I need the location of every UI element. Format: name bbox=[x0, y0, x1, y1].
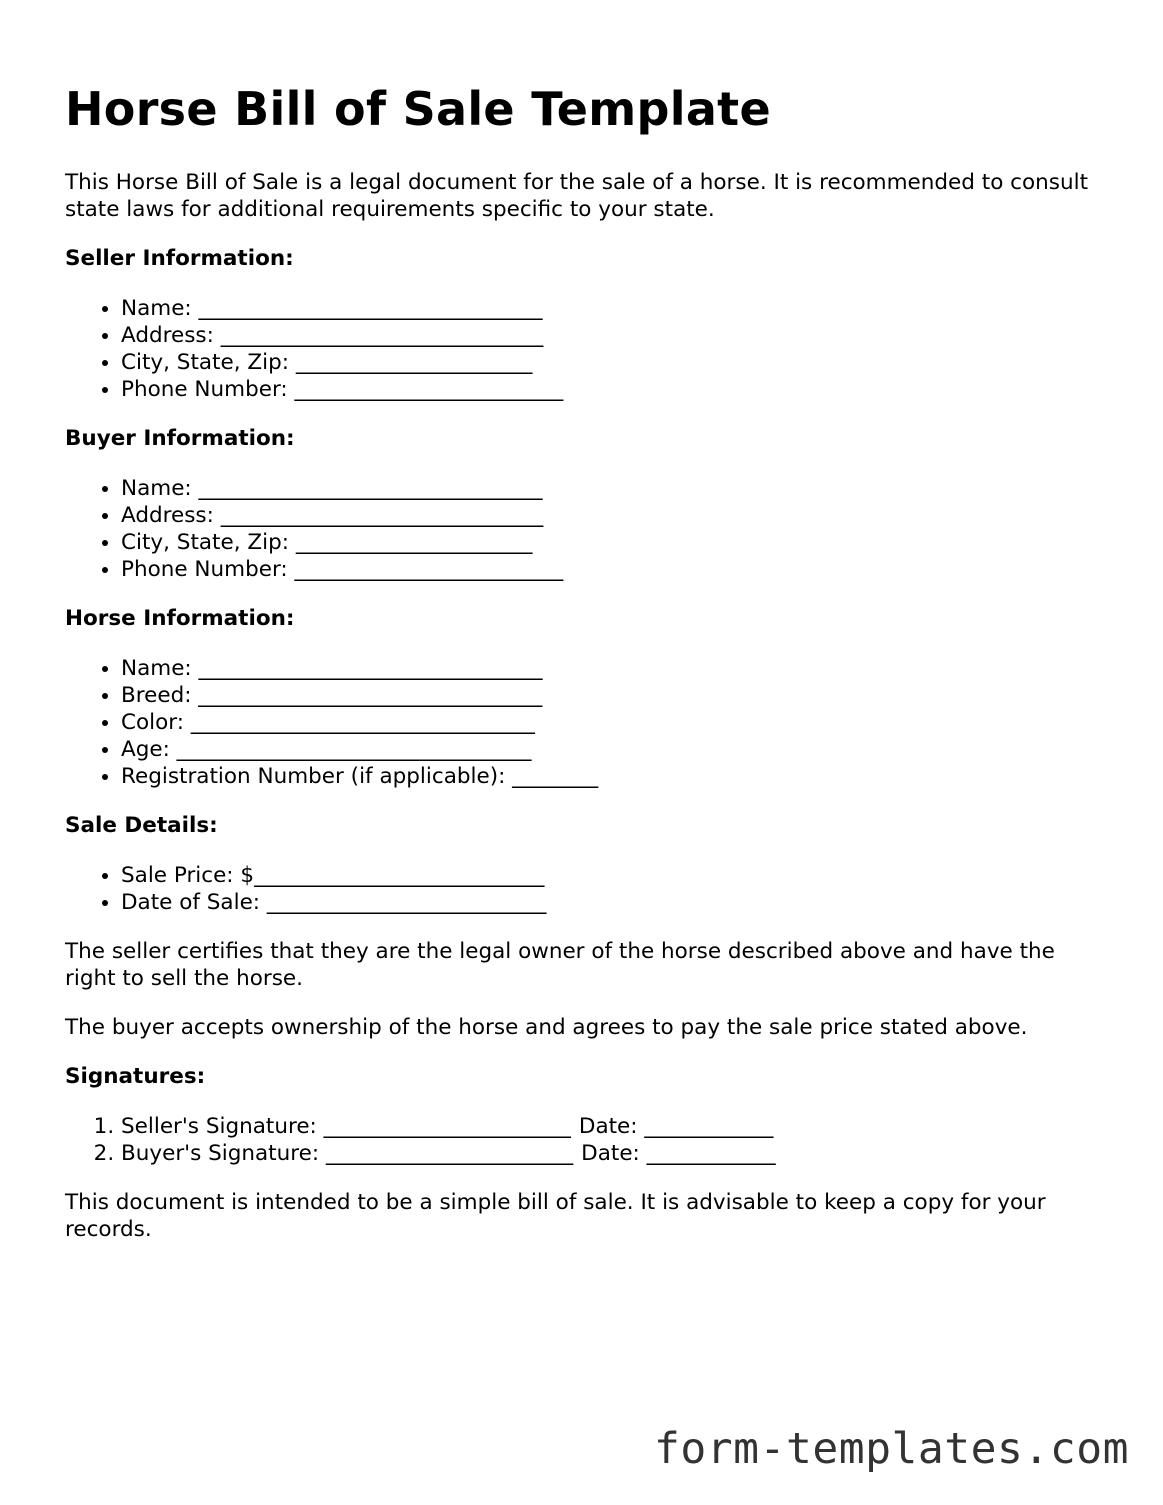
seller-signature-line bbox=[121, 1113, 1105, 1140]
seller-list bbox=[65, 295, 1105, 403]
buyer-signature-label: Buyer's Signature: _______________________ bbox=[121, 1141, 574, 1166]
horse-name-field: • Name: ________________________________ bbox=[121, 655, 1105, 682]
sale-date-field: • Date of Sale: __________________________ bbox=[121, 889, 1105, 916]
horse-heading: Horse Information: bbox=[65, 606, 295, 631]
seller-signature-date: Date: ____________ bbox=[578, 1114, 774, 1139]
horse-color-field: • Color: ________________________________ bbox=[121, 709, 1105, 736]
document-title: Horse Bill of Sale Template bbox=[65, 82, 771, 136]
sale-price-field: • Sale Price: $___________________________ bbox=[121, 862, 1105, 889]
sale-list bbox=[65, 862, 1105, 916]
acceptance-paragraph: The buyer accepts ownership of the horse and agrees to pay the sale price stated above. bbox=[65, 1015, 1028, 1040]
buyer-list bbox=[65, 475, 1105, 583]
buyer-city-field: • City, State, Zip: ______________________ bbox=[121, 529, 1105, 556]
seller-signature-label: Seller's Signature: _______________________ bbox=[121, 1114, 571, 1139]
intro-paragraph: This Horse Bill of Sale is a legal document for the sale of a horse. It is recommended to consult state laws for additional requirements specific to your state. bbox=[65, 170, 1089, 222]
horse-breed-field: • Breed: ________________________________ bbox=[121, 682, 1105, 709]
buyer-phone-field: • Phone Number: _________________________ bbox=[121, 556, 1105, 583]
seller-address-field: • Address: ______________________________ bbox=[121, 322, 1105, 349]
horse-list bbox=[65, 655, 1105, 790]
horse-registration-field: • Registration Number (if applicable): ________ bbox=[121, 763, 1105, 790]
buyer-name-field: • Name: ________________________________ bbox=[121, 475, 1105, 502]
sale-heading: Sale Details: bbox=[65, 813, 218, 838]
signatures-list bbox=[65, 1113, 1105, 1167]
certification-paragraph: The seller certifies that they are the legal owner of the horse described above and have the right to sell the horse. bbox=[65, 939, 1055, 991]
buyer-heading: Buyer Information: bbox=[65, 426, 295, 451]
signatures-heading: Signatures: bbox=[65, 1064, 206, 1089]
watermark-text: form-templates.com bbox=[654, 1424, 1129, 1474]
buyer-address-field: • Address: ______________________________ bbox=[121, 502, 1105, 529]
seller-phone-field: • Phone Number: _________________________ bbox=[121, 376, 1105, 403]
seller-name-field: • Name: ________________________________ bbox=[121, 295, 1105, 322]
seller-heading: Seller Information: bbox=[65, 246, 294, 271]
closing-paragraph: This document is intended to be a simple bill of sale. It is advisable to keep a copy for your records. bbox=[65, 1190, 1046, 1242]
document-page bbox=[65, 80, 1105, 1265]
seller-city-field: • City, State, Zip: ______________________ bbox=[121, 349, 1105, 376]
buyer-signature-date: Date: ____________ bbox=[581, 1141, 776, 1166]
horse-age-field: • Age: _________________________________ bbox=[121, 736, 1105, 763]
buyer-signature-line bbox=[121, 1140, 1105, 1167]
